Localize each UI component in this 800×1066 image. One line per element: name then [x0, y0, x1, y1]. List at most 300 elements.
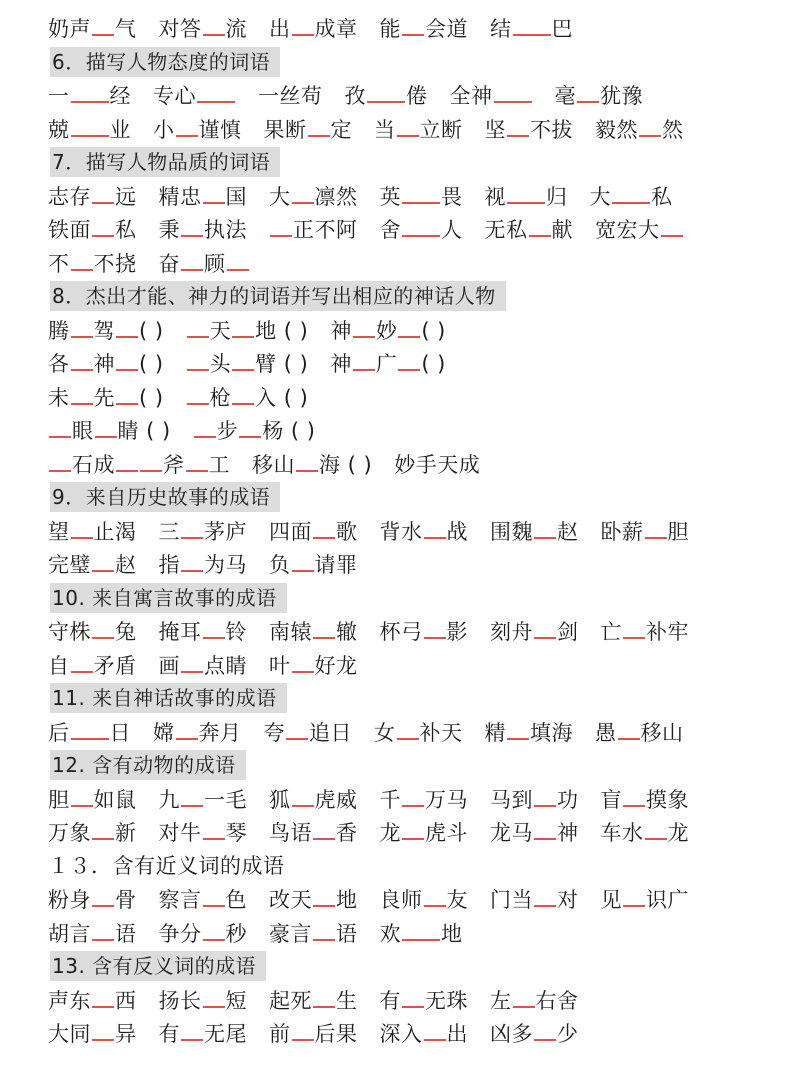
- idiom-text: 移山: [252, 452, 295, 477]
- idiom-item: [269, 984, 358, 1019]
- idiom-item: [490, 783, 579, 818]
- idiom-text: 私: [115, 218, 137, 242]
- fill-blank[interactable]: [49, 448, 71, 472]
- idiom-item: [264, 716, 353, 751]
- idiom-item: [269, 1017, 358, 1052]
- idiom-item: [601, 515, 690, 550]
- fill-blank[interactable]: [181, 649, 203, 673]
- idiom-item: [380, 515, 469, 550]
- idiom-item: [269, 816, 358, 851]
- idiom-item: [48, 917, 137, 952]
- idiom-item: [48, 79, 131, 114]
- fill-blank[interactable]: [397, 716, 419, 740]
- fill-blank[interactable]: [612, 180, 650, 204]
- exercise-row: [0, 1017, 800, 1051]
- fill-blank[interactable]: [286, 716, 308, 740]
- idiom-item: [48, 180, 137, 215]
- idiom-item: [595, 213, 684, 248]
- idiom-text: 影: [446, 620, 468, 644]
- fill-blank[interactable]: [181, 213, 203, 237]
- fill-blank[interactable]: [402, 917, 440, 941]
- idiom-item: [269, 615, 358, 650]
- idiom-text: 良师: [379, 888, 423, 912]
- fill-blank[interactable]: [424, 1017, 446, 1041]
- idiom-text: 如鼠: [93, 787, 137, 812]
- fill-blank[interactable]: [203, 984, 225, 1008]
- fill-blank[interactable]: [186, 448, 208, 472]
- fill-blank[interactable]: [623, 783, 645, 807]
- fill-blank[interactable]: [534, 1017, 556, 1041]
- fill-blank[interactable]: [513, 984, 535, 1008]
- idiom-text: 四面: [269, 519, 312, 544]
- idiom-item: [48, 247, 137, 282]
- fill-blank[interactable]: [181, 548, 203, 572]
- idiom-item: [48, 615, 137, 650]
- fill-blank[interactable]: [176, 113, 198, 137]
- idiom-text: 精忠: [158, 184, 202, 209]
- idiom-text: 琴: [225, 821, 247, 845]
- fill-blank[interactable]: [618, 716, 640, 740]
- fill-blank[interactable]: [639, 113, 661, 137]
- section-heading-label: 11. 来自神话故事的成语: [50, 683, 287, 713]
- idiom-item: [485, 716, 574, 751]
- fill-blank[interactable]: [424, 615, 446, 639]
- idiom-item: [380, 1017, 469, 1052]
- idiom-text: 豪言: [269, 921, 312, 946]
- fill-blank[interactable]: [292, 649, 314, 673]
- idiom-text: 入 ( ): [255, 385, 309, 410]
- idiom-item: [159, 783, 248, 818]
- idiom-item: [48, 347, 164, 382]
- fill-blank[interactable]: [140, 448, 162, 472]
- section-heading-plain: [0, 850, 800, 884]
- fill-blank[interactable]: [292, 180, 314, 204]
- fill-blank[interactable]: [181, 783, 203, 807]
- idiom-item: [490, 1017, 579, 1052]
- idiom-text: 立断: [419, 117, 463, 142]
- fill-blank[interactable]: [92, 12, 114, 36]
- fill-blank[interactable]: [534, 515, 556, 539]
- fill-blank[interactable]: [398, 314, 420, 338]
- idiom-item: [380, 816, 469, 851]
- fill-blank[interactable]: [507, 716, 529, 740]
- idiom-text: 妙: [375, 318, 398, 343]
- fill-blank[interactable]: [232, 314, 254, 338]
- fill-blank[interactable]: [203, 816, 225, 840]
- idiom-text: 一毛: [204, 787, 247, 812]
- idiom-text: 定: [330, 117, 352, 142]
- fill-blank[interactable]: [402, 783, 424, 807]
- idiom-item: [48, 213, 137, 248]
- idiom-text: 完璧: [48, 553, 91, 577]
- fill-blank[interactable]: [194, 414, 216, 438]
- idiom-item: [601, 615, 690, 650]
- idiom-text: 虎威: [314, 787, 358, 812]
- idiom-item: [159, 984, 248, 1019]
- idiom-item: [380, 213, 463, 248]
- idiom-text: 人: [441, 218, 463, 242]
- section-heading: [0, 280, 800, 314]
- idiom-text: 神: [330, 352, 352, 376]
- fill-blank[interactable]: [292, 548, 314, 572]
- idiom-item: [269, 515, 358, 550]
- idiom-text: 畏: [441, 184, 463, 209]
- fill-blank[interactable]: [513, 12, 551, 36]
- fill-blank[interactable]: [353, 314, 375, 338]
- idiom-text: 填海: [530, 720, 573, 745]
- fill-blank[interactable]: [402, 984, 424, 1008]
- idiom-text: 自: [48, 653, 70, 678]
- fill-blank[interactable]: [292, 1017, 314, 1041]
- exercise-row: [0, 213, 800, 247]
- idiom-text: 一: [48, 84, 70, 108]
- exercise-row: [0, 515, 800, 549]
- fill-blank[interactable]: [534, 883, 556, 907]
- fill-blank[interactable]: [270, 213, 292, 237]
- idiom-text: 扬长: [158, 988, 202, 1013]
- idiom-text: 生: [336, 988, 358, 1013]
- idiom-text: 识广: [646, 888, 689, 912]
- idiom-item: [48, 414, 171, 449]
- idiom-item: [269, 883, 358, 918]
- idiom-text: 为马: [204, 553, 247, 577]
- idiom-text: 视: [484, 184, 506, 209]
- fill-blank[interactable]: [424, 515, 446, 539]
- fill-blank[interactable]: [203, 12, 225, 36]
- idiom-item: [186, 347, 309, 382]
- idiom-item: [490, 515, 579, 550]
- fill-blank[interactable]: [232, 381, 254, 405]
- idiom-text: 大: [269, 184, 291, 209]
- fill-blank[interactable]: [313, 615, 335, 639]
- idiom-item: [48, 783, 137, 818]
- idiom-text: 有: [379, 988, 401, 1013]
- idiom-text: 杨 ( ): [262, 419, 316, 443]
- idiom-item: [269, 548, 358, 583]
- idiom-text: 会道: [425, 17, 468, 41]
- idiom-item: [193, 414, 316, 449]
- idiom-item: [269, 917, 358, 952]
- idiom-text: 献: [551, 218, 573, 242]
- idiom-item: [374, 716, 463, 751]
- fill-blank[interactable]: [398, 347, 420, 371]
- fill-blank[interactable]: [402, 180, 440, 204]
- fill-blank[interactable]: [353, 347, 375, 371]
- idiom-text: 指: [158, 553, 180, 577]
- idiom-text: 赵: [557, 519, 579, 544]
- idiom-text: 夸: [263, 720, 285, 745]
- idiom-text: 追日: [309, 720, 352, 745]
- idiom-text: 嫦: [153, 720, 175, 745]
- idiom-text: 辙: [336, 620, 358, 644]
- idiom-item: [48, 649, 137, 684]
- idiom-text: 异: [115, 1022, 137, 1046]
- exercise-row: [0, 917, 800, 951]
- fill-blank[interactable]: [507, 180, 545, 204]
- fill-blank[interactable]: [529, 213, 551, 237]
- fill-blank[interactable]: [203, 180, 225, 204]
- idiom-text: 后果: [314, 1022, 358, 1046]
- idiom-text: 胆: [667, 519, 689, 544]
- fill-blank[interactable]: [534, 783, 556, 807]
- exercise-row: [0, 615, 800, 649]
- idiom-text: 神: [330, 318, 352, 343]
- idiom-item: [159, 1017, 248, 1052]
- fill-blank[interactable]: [116, 381, 138, 405]
- exercise-row: [0, 347, 800, 381]
- fill-blank[interactable]: [203, 917, 225, 941]
- idiom-text: 未: [48, 385, 70, 410]
- fill-blank[interactable]: [227, 247, 249, 271]
- idiom-item: [380, 180, 463, 215]
- idiom-text: 工: [208, 452, 230, 477]
- idiom-text: 出: [446, 1022, 468, 1046]
- idiom-text: 毫: [554, 84, 576, 108]
- idiom-text: 新: [115, 821, 137, 845]
- idiom-text: 秉: [158, 218, 180, 242]
- idiom-item: [485, 180, 568, 215]
- idiom-text: 舍: [379, 218, 401, 242]
- idiom-text: 宽宏大: [595, 218, 660, 242]
- idiom-text: 斧: [163, 452, 185, 477]
- idiom-text: 粉身: [48, 888, 91, 912]
- fill-blank[interactable]: [623, 883, 645, 907]
- fill-blank[interactable]: [402, 12, 424, 36]
- idiom-text: 归: [546, 184, 568, 209]
- fill-blank[interactable]: [92, 1017, 114, 1041]
- idiom-text: 龙: [667, 821, 689, 845]
- fill-blank[interactable]: [397, 113, 419, 137]
- idiom-text: 奔月: [198, 720, 242, 745]
- idiom-item: [258, 80, 323, 114]
- fill-blank[interactable]: [92, 180, 114, 204]
- section-heading: [0, 950, 800, 984]
- idiom-text: 杯弓: [379, 620, 423, 644]
- idiom-text: 画: [158, 653, 180, 678]
- idiom-text: 不拔: [530, 117, 573, 142]
- fill-blank[interactable]: [534, 816, 556, 840]
- fill-blank[interactable]: [181, 247, 203, 271]
- fill-blank[interactable]: [92, 213, 114, 237]
- idiom-text: 倦: [406, 84, 428, 108]
- idiom-item: [159, 917, 248, 952]
- fill-blank[interactable]: [661, 213, 683, 237]
- fill-blank[interactable]: [71, 347, 93, 371]
- idiom-text: 车水: [600, 821, 644, 845]
- fill-blank[interactable]: [92, 917, 114, 941]
- fill-blank[interactable]: [296, 448, 318, 472]
- fill-blank[interactable]: [116, 448, 138, 472]
- fill-blank[interactable]: [494, 79, 532, 103]
- idiom-item: [269, 180, 358, 215]
- idiom-item: [159, 247, 250, 282]
- fill-blank[interactable]: [71, 381, 93, 405]
- fill-blank[interactable]: [313, 984, 335, 1008]
- idiom-text: 腾: [48, 318, 70, 343]
- fill-blank[interactable]: [176, 716, 198, 740]
- idiom-text: 刻舟: [490, 620, 533, 644]
- fill-blank[interactable]: [116, 347, 138, 371]
- idiom-item: [601, 883, 690, 918]
- idiom-item: [269, 783, 358, 818]
- section-heading: [0, 481, 800, 515]
- fill-blank[interactable]: [308, 113, 330, 137]
- fill-blank[interactable]: [239, 414, 261, 438]
- fill-blank[interactable]: [292, 12, 314, 36]
- idiom-item: [48, 448, 230, 483]
- idiom-item: [48, 381, 164, 416]
- fill-blank[interactable]: [507, 113, 529, 137]
- idiom-text: 前: [269, 1022, 291, 1046]
- idiom-text: 龙马: [490, 821, 533, 845]
- idiom-text: 三: [158, 519, 180, 544]
- fill-blank[interactable]: [71, 113, 109, 137]
- fill-blank[interactable]: [313, 515, 335, 539]
- fill-blank[interactable]: [116, 314, 138, 338]
- fill-blank[interactable]: [292, 783, 314, 807]
- idiom-text: 气: [115, 17, 137, 41]
- idiom-item: [490, 816, 579, 851]
- fill-blank[interactable]: [402, 213, 440, 237]
- fill-blank[interactable]: [197, 79, 235, 103]
- fill-blank[interactable]: [92, 548, 114, 572]
- idiom-text: 大: [589, 184, 611, 209]
- idiom-text: 欢: [379, 921, 401, 946]
- idiom-text: 凛然: [314, 184, 358, 209]
- idiom-item: [48, 314, 164, 349]
- idiom-text: 驾: [93, 318, 115, 343]
- idiom-text: 当: [374, 117, 396, 142]
- idiom-text: 短: [225, 988, 247, 1013]
- fill-blank[interactable]: [92, 816, 114, 840]
- fill-blank[interactable]: [203, 883, 225, 907]
- fill-blank[interactable]: [623, 615, 645, 639]
- fill-blank[interactable]: [71, 79, 109, 103]
- idiom-item: [48, 883, 137, 918]
- idiom-text: 鸟语: [269, 821, 312, 845]
- idiom-text: 矛盾: [93, 653, 137, 678]
- fill-blank[interactable]: [187, 314, 209, 338]
- idiom-item: [380, 917, 463, 952]
- fill-blank[interactable]: [402, 816, 424, 840]
- fill-blank[interactable]: [71, 247, 93, 271]
- idiom-text: 胆: [48, 787, 70, 812]
- idiom-text: 虎斗: [425, 821, 468, 845]
- fill-blank[interactable]: [424, 883, 446, 907]
- section-heading-label: 13. 含有反义词的成语: [50, 951, 266, 981]
- section-heading-label: １３．含有近义词的成语: [48, 853, 285, 878]
- idiom-text: 奶声: [48, 17, 91, 41]
- idiom-text: 铁面: [48, 218, 91, 242]
- idiom-text: 步: [216, 419, 239, 443]
- idiom-item: [48, 716, 131, 751]
- fill-blank[interactable]: [187, 381, 209, 405]
- fill-blank[interactable]: [313, 883, 335, 907]
- fill-blank[interactable]: [645, 816, 667, 840]
- fill-blank[interactable]: [92, 984, 114, 1008]
- fill-blank[interactable]: [92, 615, 114, 639]
- idiom-text: 背水: [379, 519, 423, 544]
- idiom-text: 头: [209, 352, 232, 376]
- section-heading-label: 8．杰出才能、神力的词语并写出相应的神话人物: [50, 281, 506, 311]
- section-heading: [0, 582, 800, 616]
- idiom-text: 犹豫: [600, 84, 643, 108]
- idiom-text: 成章: [314, 17, 358, 41]
- idiom-text: 专心: [153, 84, 196, 108]
- fill-blank[interactable]: [49, 414, 71, 438]
- idiom-text: 巴: [551, 17, 573, 41]
- fill-blank[interactable]: [71, 314, 93, 338]
- idiom-item: [380, 984, 469, 1019]
- idiom-item: [159, 180, 248, 215]
- fill-blank[interactable]: [92, 883, 114, 907]
- idiom-item: [48, 12, 137, 47]
- idiom-text: 志存: [48, 184, 91, 209]
- fill-blank[interactable]: [534, 615, 556, 639]
- idiom-text: 日: [109, 720, 131, 745]
- idiom-text: 补天: [419, 720, 463, 745]
- idiom-text: 苟: [301, 84, 323, 108]
- fill-blank[interactable]: [71, 716, 109, 740]
- idiom-text: 谨慎: [198, 117, 242, 142]
- idiom-text: 左: [490, 988, 512, 1013]
- idiom-item: [252, 448, 372, 483]
- fill-blank[interactable]: [181, 1017, 203, 1041]
- idiom-text: 海 ( ): [319, 452, 373, 477]
- fill-blank[interactable]: [95, 414, 117, 438]
- idiom-text: 语: [115, 921, 137, 946]
- idiom-text: 声东: [48, 988, 91, 1013]
- idiom-text: 奋: [158, 251, 180, 276]
- fill-blank[interactable]: [181, 515, 203, 539]
- idiom-item: [153, 79, 236, 114]
- idiom-item: [590, 180, 673, 215]
- fill-blank[interactable]: [71, 515, 93, 539]
- section-heading-label: 12. 含有动物的成语: [50, 750, 246, 780]
- fill-blank[interactable]: [577, 79, 599, 103]
- idiom-item: [330, 347, 446, 382]
- idiom-text: 掩耳: [158, 620, 202, 644]
- idiom-item: [186, 381, 309, 416]
- idiom-text: 神: [557, 821, 579, 845]
- fill-blank[interactable]: [187, 347, 209, 371]
- fill-blank[interactable]: [645, 515, 667, 539]
- idiom-item: [555, 79, 644, 114]
- fill-blank[interactable]: [313, 816, 335, 840]
- idiom-item: [48, 113, 131, 148]
- idiom-text: 然: [662, 117, 684, 142]
- fill-blank[interactable]: [232, 347, 254, 371]
- fill-blank[interactable]: [313, 917, 335, 941]
- fill-blank[interactable]: [367, 79, 405, 103]
- idiom-text: 万象: [48, 821, 91, 845]
- idiom-text: 叶: [269, 653, 291, 678]
- idiom-item: [159, 12, 248, 47]
- idiom-text: 枪: [209, 385, 232, 410]
- idiom-text: 无私: [484, 218, 528, 242]
- fill-blank[interactable]: [71, 649, 93, 673]
- fill-blank[interactable]: [71, 783, 93, 807]
- idiom-text: 围魏: [490, 519, 533, 544]
- section-heading: [0, 749, 800, 783]
- exercise-row: [0, 783, 800, 817]
- idiom-text: 广: [375, 352, 398, 376]
- fill-blank[interactable]: [203, 615, 225, 639]
- idiom-item: [159, 213, 248, 248]
- idiom-text: 千: [379, 787, 401, 812]
- idiom-text: 移山: [640, 720, 684, 745]
- section-heading-label: 9．来自历史故事的成语: [50, 482, 280, 512]
